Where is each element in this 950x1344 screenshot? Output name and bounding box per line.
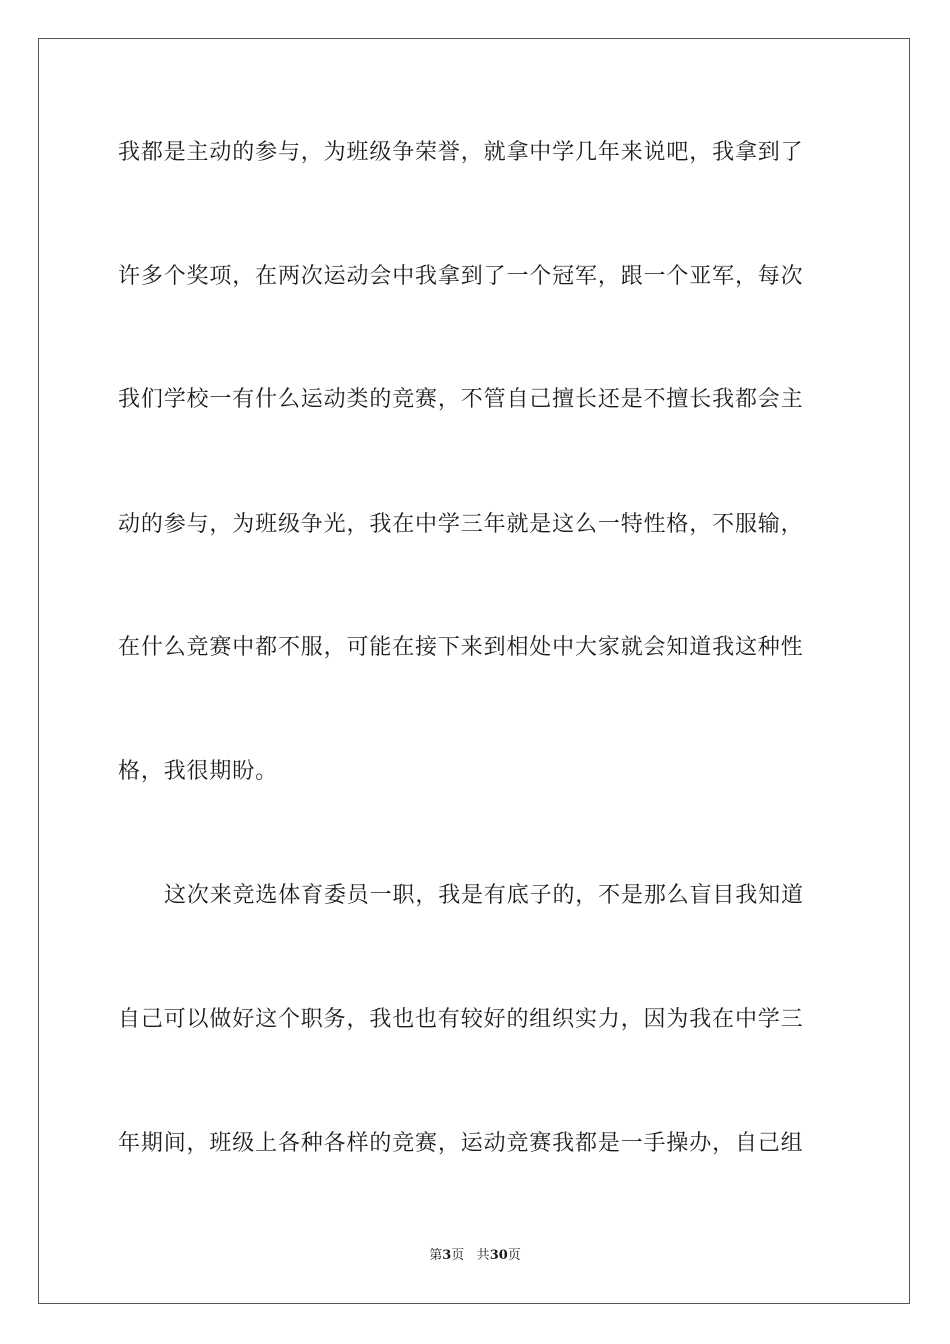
body-text-line-8: 自己可以做好这个职务，我也也有较好的组织实力，因为我在中学三 xyxy=(118,1007,804,1032)
body-text-line-4: 动的参与，为班级争光，我在中学三年就是这么一特性格，不服输， xyxy=(118,512,804,537)
body-text-line-2: 许多个奖项，在两次运动会中我拿到了一个冠军，跟一个亚军，每次 xyxy=(118,264,804,289)
total-suffix: 页 xyxy=(507,1248,521,1263)
body-text-line-1: 我都是主动的参与，为班级争荣誉，就拿中学几年来说吧，我拿到了 xyxy=(118,140,804,165)
page-footer xyxy=(0,1246,950,1266)
body-text-line-3: 我们学校一有什么运动类的竞赛，不管自己擅长还是不擅长我都会主 xyxy=(118,387,804,412)
body-text-line-7: 这次来竞选体育委员一职，我是有底子的，不是那么盲目我知道 xyxy=(164,883,804,908)
body-text-line-5: 在什么竞赛中都不服，可能在接下来到相处中大家就会知道我这种性 xyxy=(118,635,804,660)
page-suffix: 页 xyxy=(451,1248,465,1263)
page-number: 3 xyxy=(442,1248,452,1263)
total-prefix: 共 xyxy=(476,1248,490,1263)
body-text-line-6: 格，我很期盼。 xyxy=(118,759,278,784)
body-text-line-9: 年期间，班级上各种各样的竞赛，运动竞赛我都是一手操办，自己组 xyxy=(118,1131,804,1156)
page-border xyxy=(38,38,910,1304)
total-pages: 30 xyxy=(489,1248,508,1263)
page-prefix: 第 xyxy=(429,1248,443,1263)
